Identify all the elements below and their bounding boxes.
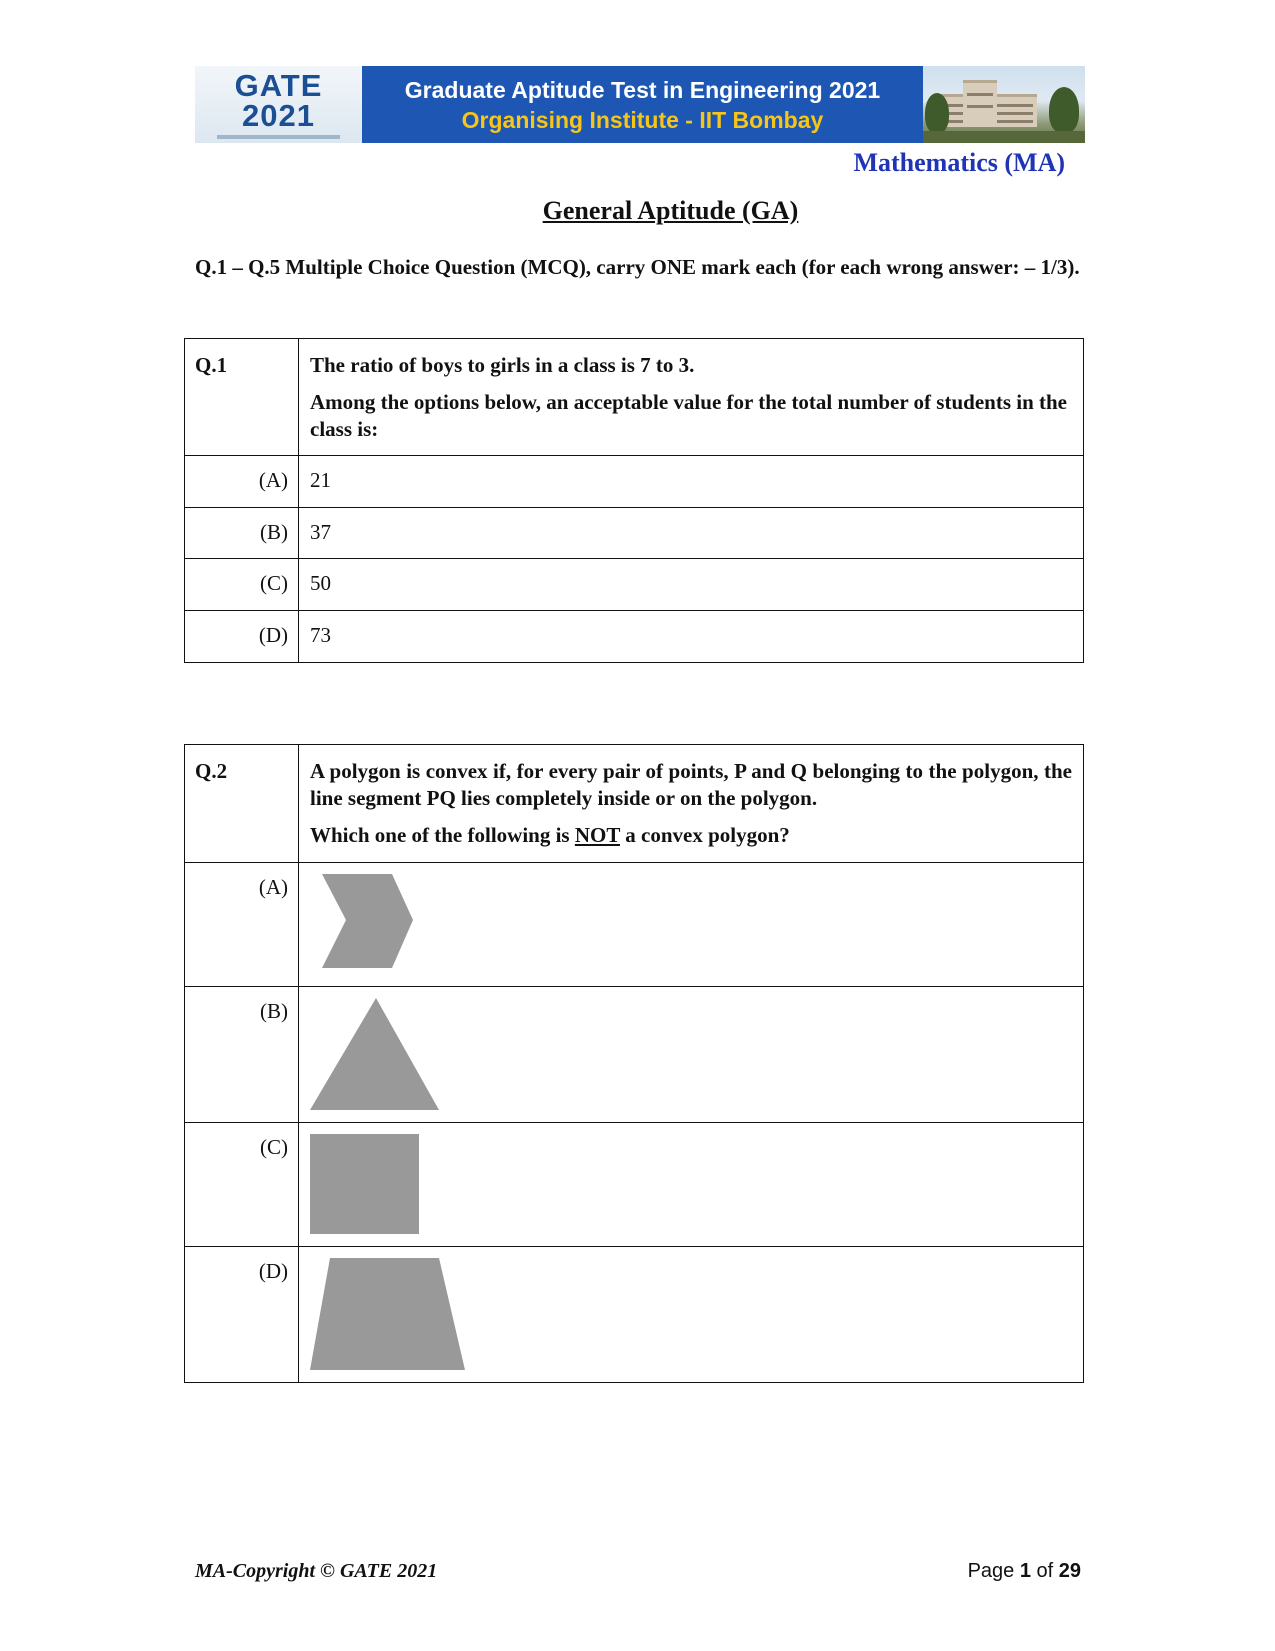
option-label: (D) [185, 611, 299, 663]
question-number: Q.1 [185, 339, 299, 456]
question-stem-text: Among the options below, an acceptable value for the total number of students in the class is: [310, 390, 1067, 441]
stem-text-after: a convex polygon? [620, 823, 790, 847]
option-figure [299, 987, 1084, 1123]
exam-banner [195, 66, 1085, 143]
tree-shape [925, 93, 949, 133]
option-row [185, 611, 1084, 663]
rectangle-polygon [310, 1134, 430, 1236]
option-label: (C) [185, 1123, 299, 1247]
section-instruction: Q.1 – Q.5 Multiple Choice Question (MCQ), carry ONE mark each (for each wrong answer: – 1/3). [195, 255, 1080, 279]
question-stem-text: A polygon is convex if, for every pair of points, P and Q belonging to the polygon, the line segment PQ lies completely inside or on the polygon. [310, 759, 1072, 810]
option-label: (A) [185, 863, 299, 987]
option-row [185, 508, 1084, 559]
chevron-shape [322, 874, 413, 968]
banner-title-block [362, 66, 923, 143]
subject-title: Mathematics (MA) [853, 148, 1065, 177]
option-row [185, 863, 1084, 987]
question-stem [299, 745, 1084, 863]
section-heading-text: General Aptitude (GA) [542, 196, 799, 225]
option-row [185, 987, 1084, 1123]
question-1-stem-row [185, 339, 1084, 456]
option-figure [299, 1123, 1084, 1247]
logo-year-text: 2021 [242, 98, 315, 133]
page-word: Page [967, 1560, 1020, 1582]
question-stem-text [310, 822, 1072, 849]
option-figure [299, 1247, 1084, 1383]
campus-photo [923, 66, 1085, 143]
chevron-polygon [310, 874, 420, 970]
option-label: (B) [185, 987, 299, 1123]
option-value: 37 [299, 508, 1084, 559]
option-row [185, 1247, 1084, 1383]
question-stem [299, 339, 1084, 456]
option-label: (D) [185, 1247, 299, 1383]
footer-page-number [968, 1558, 1081, 1584]
rectangle-shape [310, 1134, 419, 1234]
page-total: 29 [1058, 1560, 1081, 1582]
option-figure [299, 863, 1084, 987]
footer-copyright: MA-Copyright © GATE 2021 [195, 1560, 438, 1582]
option-value: 50 [299, 559, 1084, 611]
triangle-polygon [310, 998, 450, 1112]
question-2-stem-row [185, 745, 1084, 863]
option-row [185, 559, 1084, 611]
question-1-table [184, 338, 1084, 663]
logo-tagline-strip [217, 135, 340, 139]
trapezoid-polygon [310, 1258, 475, 1372]
gate-logo [195, 66, 362, 143]
stem-text-before: Which one of the following is [310, 823, 575, 847]
page-of: of [1030, 1560, 1059, 1582]
triangle-shape [310, 998, 439, 1110]
trapezoid-shape [310, 1258, 465, 1370]
banner-title: Graduate Aptitude Test in Engineering 2021 [404, 76, 881, 103]
option-row [185, 1123, 1084, 1247]
option-label: (A) [185, 456, 299, 508]
section-heading [0, 194, 1275, 228]
stem-emphasis-not: NOT [574, 823, 620, 847]
question-number: Q.2 [185, 745, 299, 863]
tree-shape [1049, 87, 1079, 133]
option-value: 73 [299, 611, 1084, 663]
option-value: 21 [299, 456, 1084, 508]
page-current: 1 [1019, 1560, 1031, 1582]
option-row [185, 456, 1084, 508]
option-label: (C) [185, 559, 299, 611]
tower-shape [963, 80, 997, 127]
question-2-table [184, 744, 1084, 1383]
option-label: (B) [185, 508, 299, 559]
question-stem-text: The ratio of boys to girls in a class is 7 to 3. [310, 353, 695, 377]
logo-gate-text: GATE [234, 68, 323, 103]
banner-subtitle: Organising Institute - IIT Bombay [461, 106, 824, 133]
lawn-shape [923, 131, 1085, 143]
